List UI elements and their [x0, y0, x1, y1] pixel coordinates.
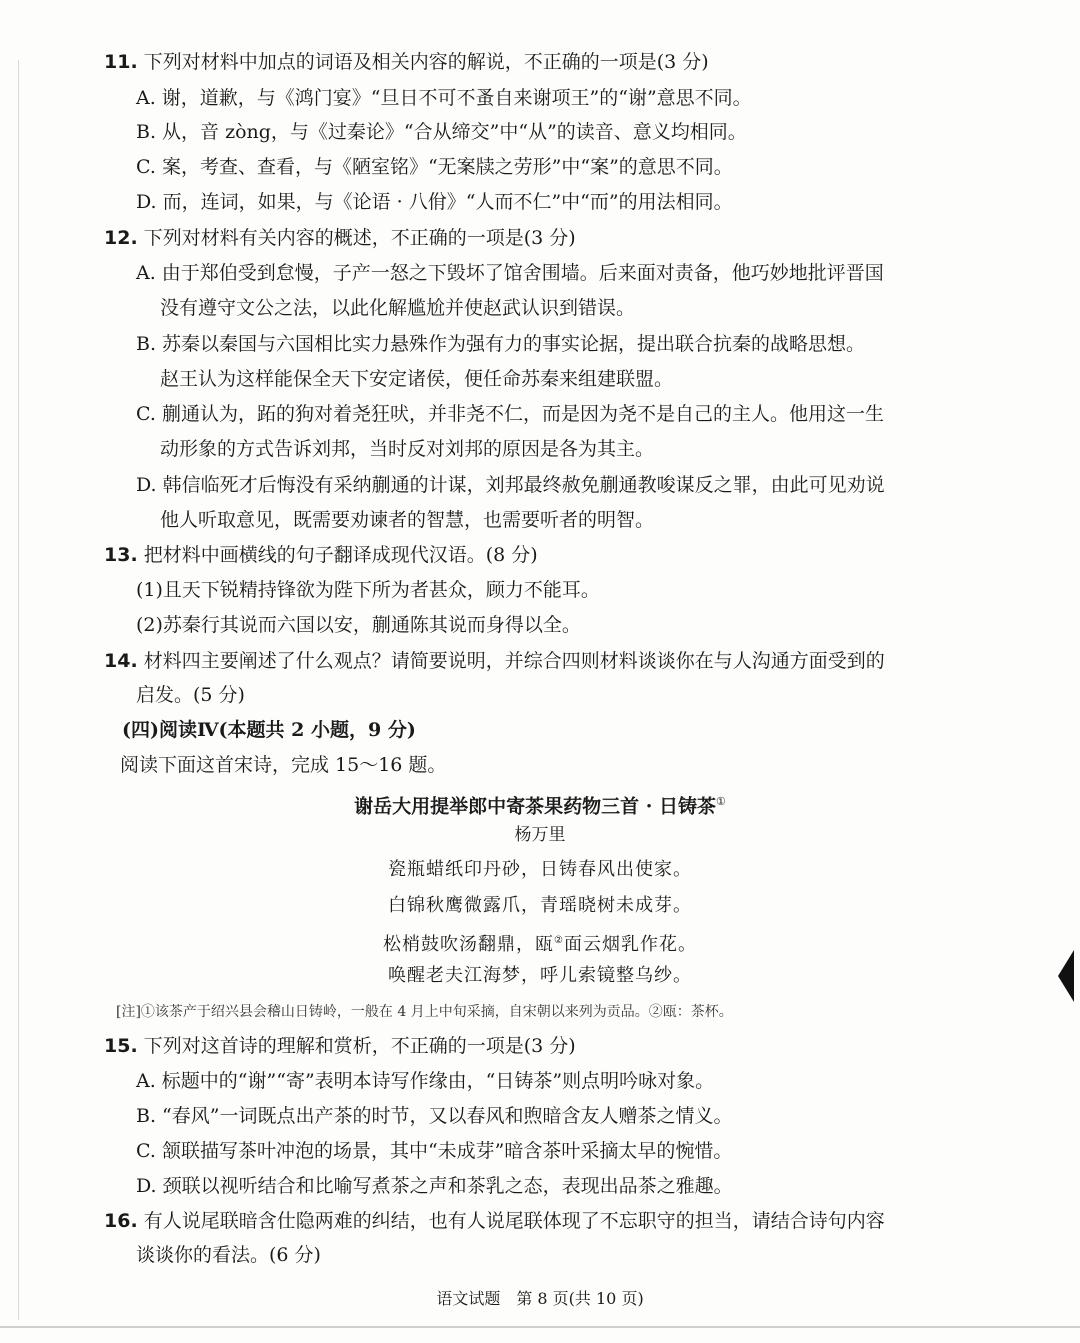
question-12-stem	[104, 225, 576, 251]
poem-author: 杨万里	[514, 825, 566, 845]
question-11-option-a: A. 谢，道歉，与《鸿门宴》“旦日不可不蚤自来谢项王”的“谢”意思不同。	[136, 87, 752, 109]
question-text: 下列对材料有关内容的概述，不正确的一项是(3 分)	[143, 227, 576, 249]
poem-line-3-part-1: 松梢鼓吹汤翻鼎，瓯	[383, 934, 555, 955]
question-12-option-a-line2: 没有遵守文公之法，以此化解尴尬并使赵武认识到错误。	[160, 297, 636, 319]
question-number: 14.	[104, 650, 138, 672]
question-13-sentence-1: (1)且天下锐精持锋欲为陛下所为者甚众，顾力不能耳。	[136, 579, 600, 601]
poem-line-2: 白锦秋鹰微露爪，青瑶晓树未成芽。	[388, 895, 692, 916]
poem-line-4: 唤醒老夫江海梦，呼儿索镜整乌纱。	[388, 965, 692, 986]
question-text: 有人说尾联暗含仕隐两难的纠结，也有人说尾联体现了不忘职守的担当，请结合诗句内容	[143, 1210, 885, 1232]
poem-line-1: 瓷瓶蜡纸印丹砂，日铸春风出使家。	[388, 859, 692, 880]
page-edge-tab-marker	[1058, 950, 1074, 1002]
question-11-option-b: B. 从，音 zòng，与《过秦论》“合从缔交”中“从”的读音、意义均相同。	[136, 121, 747, 143]
question-number: 12.	[104, 227, 138, 249]
footnote-marker: ②	[554, 935, 564, 946]
question-12-option-c-line1: C. 蒯通认为，跖的狗对着尧狂吠，并非尧不仁，而是因为尧不是自己的主人。他用这一生	[136, 403, 884, 425]
question-16-stem-continued: 谈谈你的看法。(6 分)	[136, 1244, 321, 1266]
question-text: 把材料中画横线的句子翻译成现代汉语。(8 分)	[143, 544, 538, 566]
question-text: 材料四主要阐述了什么观点？请简要说明，并综合四则材料谈谈你在与人沟通方面受到的	[143, 650, 885, 672]
question-number: 16.	[104, 1210, 138, 1232]
question-14-stem	[104, 648, 885, 674]
question-13-stem	[104, 542, 538, 568]
question-15-option-a: A. 标题中的“谢”“寄”表明本诗写作缘由，“日铸茶”则点明吟咏对象。	[136, 1070, 715, 1092]
left-margin-rule	[18, 60, 19, 1320]
question-text: 下列对材料中加点的词语及相关内容的解说，不正确的一项是(3 分)	[143, 51, 709, 73]
question-12-option-d-line1: D. 韩信临死才后悔没有采纳蒯通的计谋，刘邦最终赦免蒯通教唆谋反之罪，由此可见劝说	[136, 474, 885, 496]
section-intro: 阅读下面这首宋诗，完成 15～16 题。	[120, 754, 447, 776]
question-15-option-d: D. 颈联以视听结合和比喻写煮茶之声和茶乳之态，表现出品茶之雅趣。	[136, 1175, 733, 1197]
question-text: 下列对这首诗的理解和赏析，不正确的一项是(3 分)	[143, 1035, 576, 1057]
question-15-option-c: C. 颔联描写茶叶冲泡的场景，其中“未成芽”暗含茶叶采摘太早的惋惜。	[136, 1140, 733, 1162]
question-number: 15.	[104, 1035, 138, 1057]
question-12-option-c-line2: 动形象的方式告诉刘邦，当时反对刘邦的原因是各为其主。	[160, 438, 655, 460]
question-11-stem	[104, 49, 709, 75]
question-15-option-b: B. “春风”一词既点出产茶的时节，又以春风和煦暗含友人赠茶之情义。	[136, 1105, 733, 1127]
question-11-option-c: C. 案，考查、查看，与《陋室铭》“无案牍之劳形”中“案”的意思不同。	[136, 156, 733, 178]
section-heading: (四)阅读Ⅳ(本题共 2 小题，9 分)	[122, 719, 416, 741]
question-11-option-d: D. 而，连词，如果，与《论语 · 八佾》“人而不仁”中“而”的用法相同。	[136, 191, 733, 213]
question-16-stem	[104, 1208, 885, 1234]
page-footer: 语文试题 第 8 页(共 10 页)	[436, 1289, 644, 1308]
question-12-option-b-line2: 赵王认为这样能保全天下安定诸侯，便任命苏秦来组建联盟。	[160, 368, 674, 390]
question-15-stem	[104, 1033, 576, 1059]
footnote-marker: ①	[715, 795, 726, 808]
question-14-stem-continued: 启发。(5 分)	[136, 684, 245, 706]
question-12-option-b-line1: B. 苏秦以秦国与六国相比实力悬殊作为强有力的事实论据，提出联合抗秦的战略思想。	[136, 333, 866, 355]
bottom-rule	[0, 1326, 1080, 1328]
question-number: 11.	[104, 51, 138, 73]
poem-line-3-part-2: 面云烟乳作花。	[563, 934, 697, 955]
question-12-option-d-line2: 他人听取意见，既需要劝谏者的智慧，也需要听者的明智。	[160, 509, 655, 531]
question-13-sentence-2: (2)苏秦行其说而六国以安，蒯通陈其说而身得以全。	[136, 614, 581, 636]
poem-annotation: [注]①该茶产于绍兴县会稽山日铸岭，一般在 4 月上中旬采摘，自宋朝以来列为贡品。②瓯：茶杯。	[116, 1004, 733, 1020]
poem-line-3	[0, 928, 1080, 958]
poem-title	[0, 789, 1080, 819]
poem-title-text: 谢岳大用提举郎中寄茶果药物三首 · 日铸茶	[354, 795, 716, 818]
question-number: 13.	[104, 544, 138, 566]
question-12-option-a-line1: A. 由于郑伯受到怠慢，子产一怒之下毁坏了馆舍围墙。后来面对责备，他巧妙地批评晋国	[136, 262, 884, 284]
